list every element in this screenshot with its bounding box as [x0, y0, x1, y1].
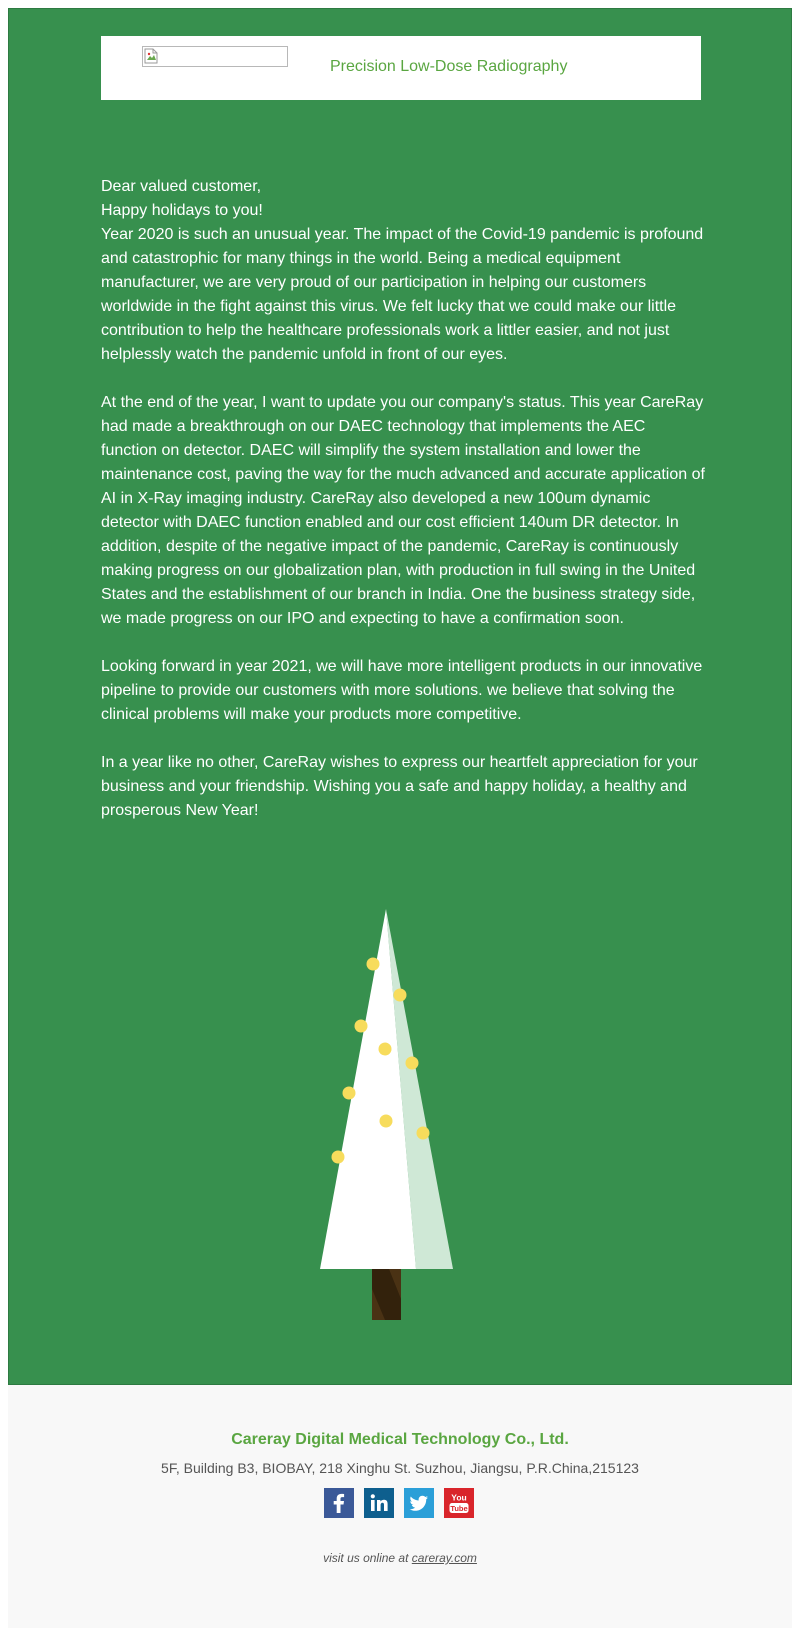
facebook-link[interactable] [324, 1488, 354, 1518]
header-bar [101, 36, 701, 100]
visit-prefix: visit us online at [323, 1551, 409, 1565]
ornament [355, 1020, 368, 1033]
ornament [332, 1151, 345, 1164]
holiday-line: Happy holidays to you! [101, 202, 263, 219]
youtube-link[interactable] [444, 1488, 474, 1518]
company-address: 5F, Building B3, BIOBAY, 218 Xinghu St. Suzhou, Jiangsu, P.R.China,215123 [161, 1460, 639, 1476]
website-link[interactable]: careray.com [411, 1551, 477, 1565]
svg-text:Tube: Tube [450, 1503, 468, 1513]
linkedin-icon [364, 1488, 394, 1518]
visit-line [8, 1551, 792, 1565]
tree-trunk-shade [372, 1269, 401, 1320]
ornament [406, 1057, 419, 1070]
letter-paragraph: In a year like no other, CareRay wishes to express our heartfelt appreciation for your business and your friendship. Wishing you a safe and happy holiday, a healthy and prosperous New Year! [101, 754, 698, 819]
ornament [367, 958, 380, 971]
letter-paragraph: At the end of the year, I want to update you our company's status. This year CareRay had made a breakthrough on our DAEC technology that implements the AEC function on detector. DAEC will simplify the system installation and lower the maintenance cost, paving the way for the much advanced and accurate application of AI in X-Ray imaging industry. CareRay also developed a new 100um dynamic detector with DAEC function enabled and our cost efficient 140um DR detector. In addition, despite of the negative impact of the pandemic, CareRay is continuously making progress on our globalization plan, with production in full swing in the United States and the establishment of our branch in India. One the business strategy side, we made progress on our IPO and expecting to have a confirmation soon. [101, 394, 705, 627]
ornament [343, 1087, 356, 1100]
ornament [379, 1043, 392, 1056]
company-name: Careray Digital Medical Technology Co., Ltd. [231, 1431, 569, 1448]
tree-shade [386, 909, 453, 1269]
broken-image-icon [144, 48, 158, 64]
svg-text:You: You [451, 1492, 467, 1503]
company-logo[interactable] [142, 46, 288, 67]
letter-paragraph: Year 2020 is such an unusual year. The impact of the Covid-19 pandemic is profound and catastrophic for many things in the world. Being a medical equipment manufacturer, we are very proud of our participation in helping our customers worldwide in the fight against this virus. We felt lucky that we could make our little contribution to help the healthcare professionals work a littler easier, and not just helplessly watch the pandemic unfold in front of our eyes. [101, 226, 704, 363]
email-body [8, 8, 792, 1385]
header-tagline: Precision Low-Dose Radiography [330, 58, 568, 75]
ornament [380, 1115, 393, 1128]
facebook-icon [324, 1488, 354, 1518]
youtube-icon [444, 1488, 474, 1518]
email-frame [8, 8, 792, 1628]
greeting: Dear valued customer, [101, 178, 262, 195]
footer [8, 1385, 792, 1628]
tree-trunk [372, 1269, 401, 1320]
twitter-link[interactable] [404, 1488, 434, 1518]
social-links [324, 1488, 476, 1518]
ornament [394, 989, 407, 1002]
linkedin-link[interactable] [364, 1488, 394, 1518]
letter-content [101, 175, 705, 823]
letter-paragraph: Looking forward in year 2021, we will have more intelligent products in our innovative pipeline to provide our customers with more solutions. we believe that solving the clinical problems will make your products more competitive. [101, 658, 703, 723]
twitter-icon [404, 1488, 434, 1518]
ornament [417, 1127, 430, 1140]
tree-body [320, 909, 416, 1269]
